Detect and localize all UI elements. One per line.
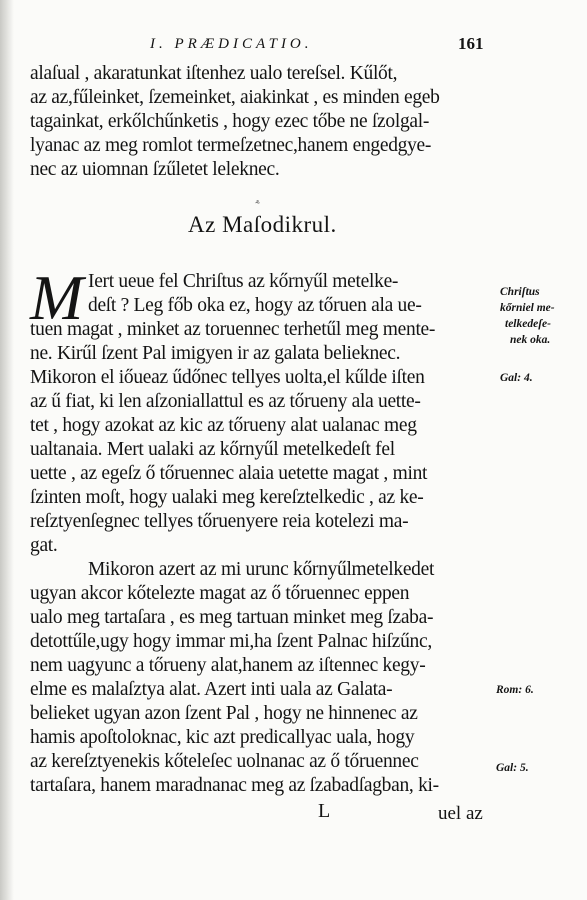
text-line: Mikoron el iőueaz űdőnec tellyes uolta,el kűlde iſten bbox=[30, 367, 425, 388]
text-line: alaſual , akaratunkat iſtenhez ualo tereſsel. Kűlőt, bbox=[30, 63, 398, 84]
spine-shadow bbox=[0, 0, 14, 900]
margin-note-line: Chriſtus bbox=[500, 286, 540, 298]
margin-note-gal4: Gal: 4. bbox=[500, 372, 533, 384]
running-head: I. PRÆDICATIO. bbox=[150, 36, 313, 52]
text-line: lyanac az meg romlot termeſzetnec,hanem engedgye- bbox=[30, 135, 432, 156]
text-line: ualtanaia. Mert ualaki az kőrnyűl metelkedeſt fel bbox=[30, 439, 395, 460]
ornament-mark: ⸛ bbox=[255, 198, 261, 208]
text-line: ugyan akcor kőtelezte magat az ő tőruennec eppen bbox=[30, 583, 410, 604]
text-line: gat. bbox=[30, 535, 58, 556]
text-line: tet , hogy azokat az kic az tőrueny alat ualanac meg bbox=[30, 415, 417, 436]
drop-cap: M bbox=[30, 262, 84, 333]
text-line: Iert ueue fel Chriſtus az kőrnyűl metelke- bbox=[88, 271, 399, 292]
text-line: hamis apoſtoloknac, kic azt predicallyac uala, hogy bbox=[30, 727, 415, 748]
margin-note-rom6: Rom: 6. bbox=[496, 684, 534, 696]
text-line: nem uagyunc a tőrueny alat,hanem az iſtennec kegy- bbox=[30, 655, 426, 676]
margin-note-gal5: Gal: 5. bbox=[496, 762, 529, 774]
margin-note-line: telkedeſe- bbox=[505, 318, 551, 330]
text-line: belieket ugyan azon ſzent Pal , hogy ne hinnenec az bbox=[30, 703, 418, 724]
text-line: az ű fiat, ki len aſzoniallattul es az tőrueny ala uette- bbox=[30, 391, 421, 412]
text-line: Mikoron azert az mi urunc kőrnyűlmetelkedet bbox=[88, 559, 435, 580]
text-line: ne. Kirűl ſzent Pal imigyen ir az galata belieknec. bbox=[30, 343, 401, 364]
text-line: az kereſztyenekis kőteleſec uolnanac az ő tőruennec bbox=[30, 751, 419, 772]
text-line: detottűle,ugy hogy immar mi,ha ſzent Palnac hiſzűnc, bbox=[30, 631, 432, 652]
text-line: tuen magat , minket az toruennec terhetűl meg mente- bbox=[30, 319, 436, 340]
text-line: uette , az egeſz ő tőruennec alaia uetette magat , mint bbox=[30, 463, 428, 484]
margin-note-line: kőrniel me- bbox=[500, 302, 555, 314]
text-line: nec az uiomnan ſzűletet leleknec. bbox=[30, 159, 280, 180]
signature-mark: L bbox=[318, 800, 331, 822]
text-line: tartaſara, hanem maradnanac meg az ſzabadſagban, ki- bbox=[30, 775, 439, 796]
text-line: reſztyenſegnec tellyes tőruenyere reia kotelezi ma- bbox=[30, 511, 409, 532]
section-title: Az Maſodikrul. bbox=[188, 212, 337, 237]
text-line: deſt ? Leg főb oka ez, hogy az tőruen ala ue- bbox=[88, 295, 422, 316]
text-line: ualo meg tartaſara , es meg tartuan minket meg ſzaba- bbox=[30, 607, 434, 628]
margin-note-line: nek oka. bbox=[510, 334, 551, 346]
text-line: ſzinten moſt, hogy ualaki meg kereſztelkedic , az ke- bbox=[30, 487, 424, 508]
page-number: 161 bbox=[458, 34, 484, 53]
text-line: elme es malaſztya alat. Azert inti uala az Galata- bbox=[30, 679, 393, 700]
catchword: uel az bbox=[438, 803, 483, 824]
text-line: tagainkat, erkőlchűnketis , hogy ezec tőbe ne ſzolgal- bbox=[30, 111, 430, 132]
text-line: az az,fűleinket, ſzemeinket, aiakinkat , es minden egeb bbox=[30, 87, 440, 108]
